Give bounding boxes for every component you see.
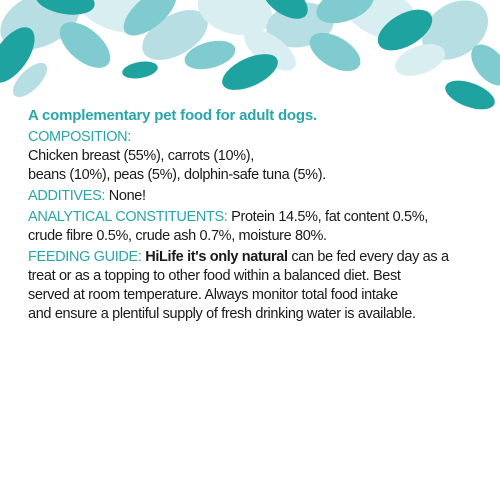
feeding-line: can be fed every day as a (287, 249, 449, 265)
feeding-line: served at room temperature. Always monitor total food intake (28, 287, 398, 303)
analytical-section (28, 208, 478, 246)
composition-line: beans (10%), peas (5%), dolphin-safe tuna (5%). (28, 167, 326, 183)
additives-label: ADDITIVES: (28, 188, 106, 204)
composition-line: Chicken breast (55%), carrots (10%), (28, 148, 254, 164)
brand-name: HiLife it's only natural (141, 249, 288, 265)
analytical-line: Protein 14.5%, fat content 0.5%, (227, 209, 428, 225)
additives-value: None! (105, 188, 146, 204)
composition-label: COMPOSITION: (28, 129, 131, 145)
analytical-label: ANALYTICAL CONSTITUENTS: (28, 209, 228, 225)
analytical-line: crude fibre 0.5%, crude ash 0.7%, moisture 80%. (28, 228, 327, 244)
leaf-pattern-banner (0, 0, 500, 110)
feeding-line: treat or as a topping to other food within a balanced diet. Best (28, 268, 401, 284)
feeding-section (28, 248, 478, 324)
composition-section (28, 128, 478, 185)
leaf-shape (121, 59, 159, 81)
additives-section (28, 187, 478, 206)
tagline: A complementary pet food for adult dogs. (28, 107, 317, 124)
feeding-label: FEEDING GUIDE: (28, 249, 142, 265)
feeding-line: and ensure a plentiful supply of fresh drinking water is available. (28, 306, 416, 322)
label-text (28, 106, 478, 326)
